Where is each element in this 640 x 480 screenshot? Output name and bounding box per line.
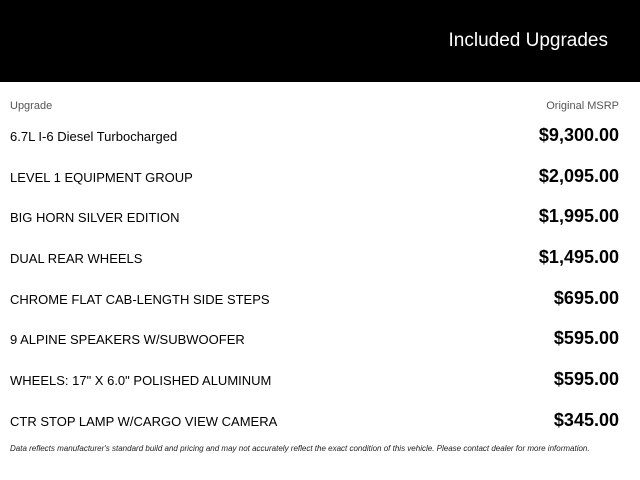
- list-item: [10, 118, 619, 159]
- list-item: [10, 159, 619, 200]
- list-item: [10, 321, 619, 362]
- header-banner: [0, 0, 640, 82]
- upgrade-price: $695.00: [553, 287, 619, 308]
- upgrade-price: $1,995.00: [538, 206, 619, 227]
- page-title: Included Upgrades: [448, 30, 608, 51]
- list-item: [10, 362, 619, 403]
- upgrade-price: $595.00: [553, 328, 619, 349]
- upgrade-price: $1,495.00: [538, 247, 619, 268]
- column-header-upgrade: Upgrade: [10, 100, 53, 112]
- upgrade-name: CHROME FLAT CAB-LENGTH SIDE STEPS: [10, 291, 270, 307]
- upgrade-price: $345.00: [553, 409, 619, 430]
- column-headers: [10, 100, 619, 114]
- list-item: [10, 240, 619, 281]
- upgrade-price: $595.00: [553, 369, 619, 390]
- list-item: [10, 199, 619, 240]
- list-item: [10, 281, 619, 322]
- upgrades-list: [10, 118, 619, 444]
- upgrade-name: WHEELS: 17" X 6.0" POLISHED ALUMINUM: [10, 373, 272, 389]
- upgrade-name: CTR STOP LAMP W/CARGO VIEW CAMERA: [10, 413, 278, 429]
- upgrade-name: BIG HORN SILVER EDITION: [10, 210, 180, 226]
- column-header-msrp: Original MSRP: [546, 100, 619, 112]
- upgrade-price: $9,300.00: [538, 125, 619, 145]
- upgrade-name: 9 ALPINE SPEAKERS W/SUBWOOFER: [10, 332, 245, 348]
- upgrade-price: $2,095.00: [538, 165, 619, 186]
- upgrade-name: 6.7L I-6 Diesel Turbocharged: [10, 129, 178, 144]
- disclaimer-text: Data reflects manufacturer's standard build and pricing and may not accurately reflect the exact condition of this vehicle. Please contact dealer for more information.: [10, 444, 590, 453]
- upgrade-name: DUAL REAR WHEELS: [10, 251, 143, 267]
- list-item: [10, 403, 619, 444]
- upgrade-name: LEVEL 1 EQUIPMENT GROUP: [10, 169, 193, 185]
